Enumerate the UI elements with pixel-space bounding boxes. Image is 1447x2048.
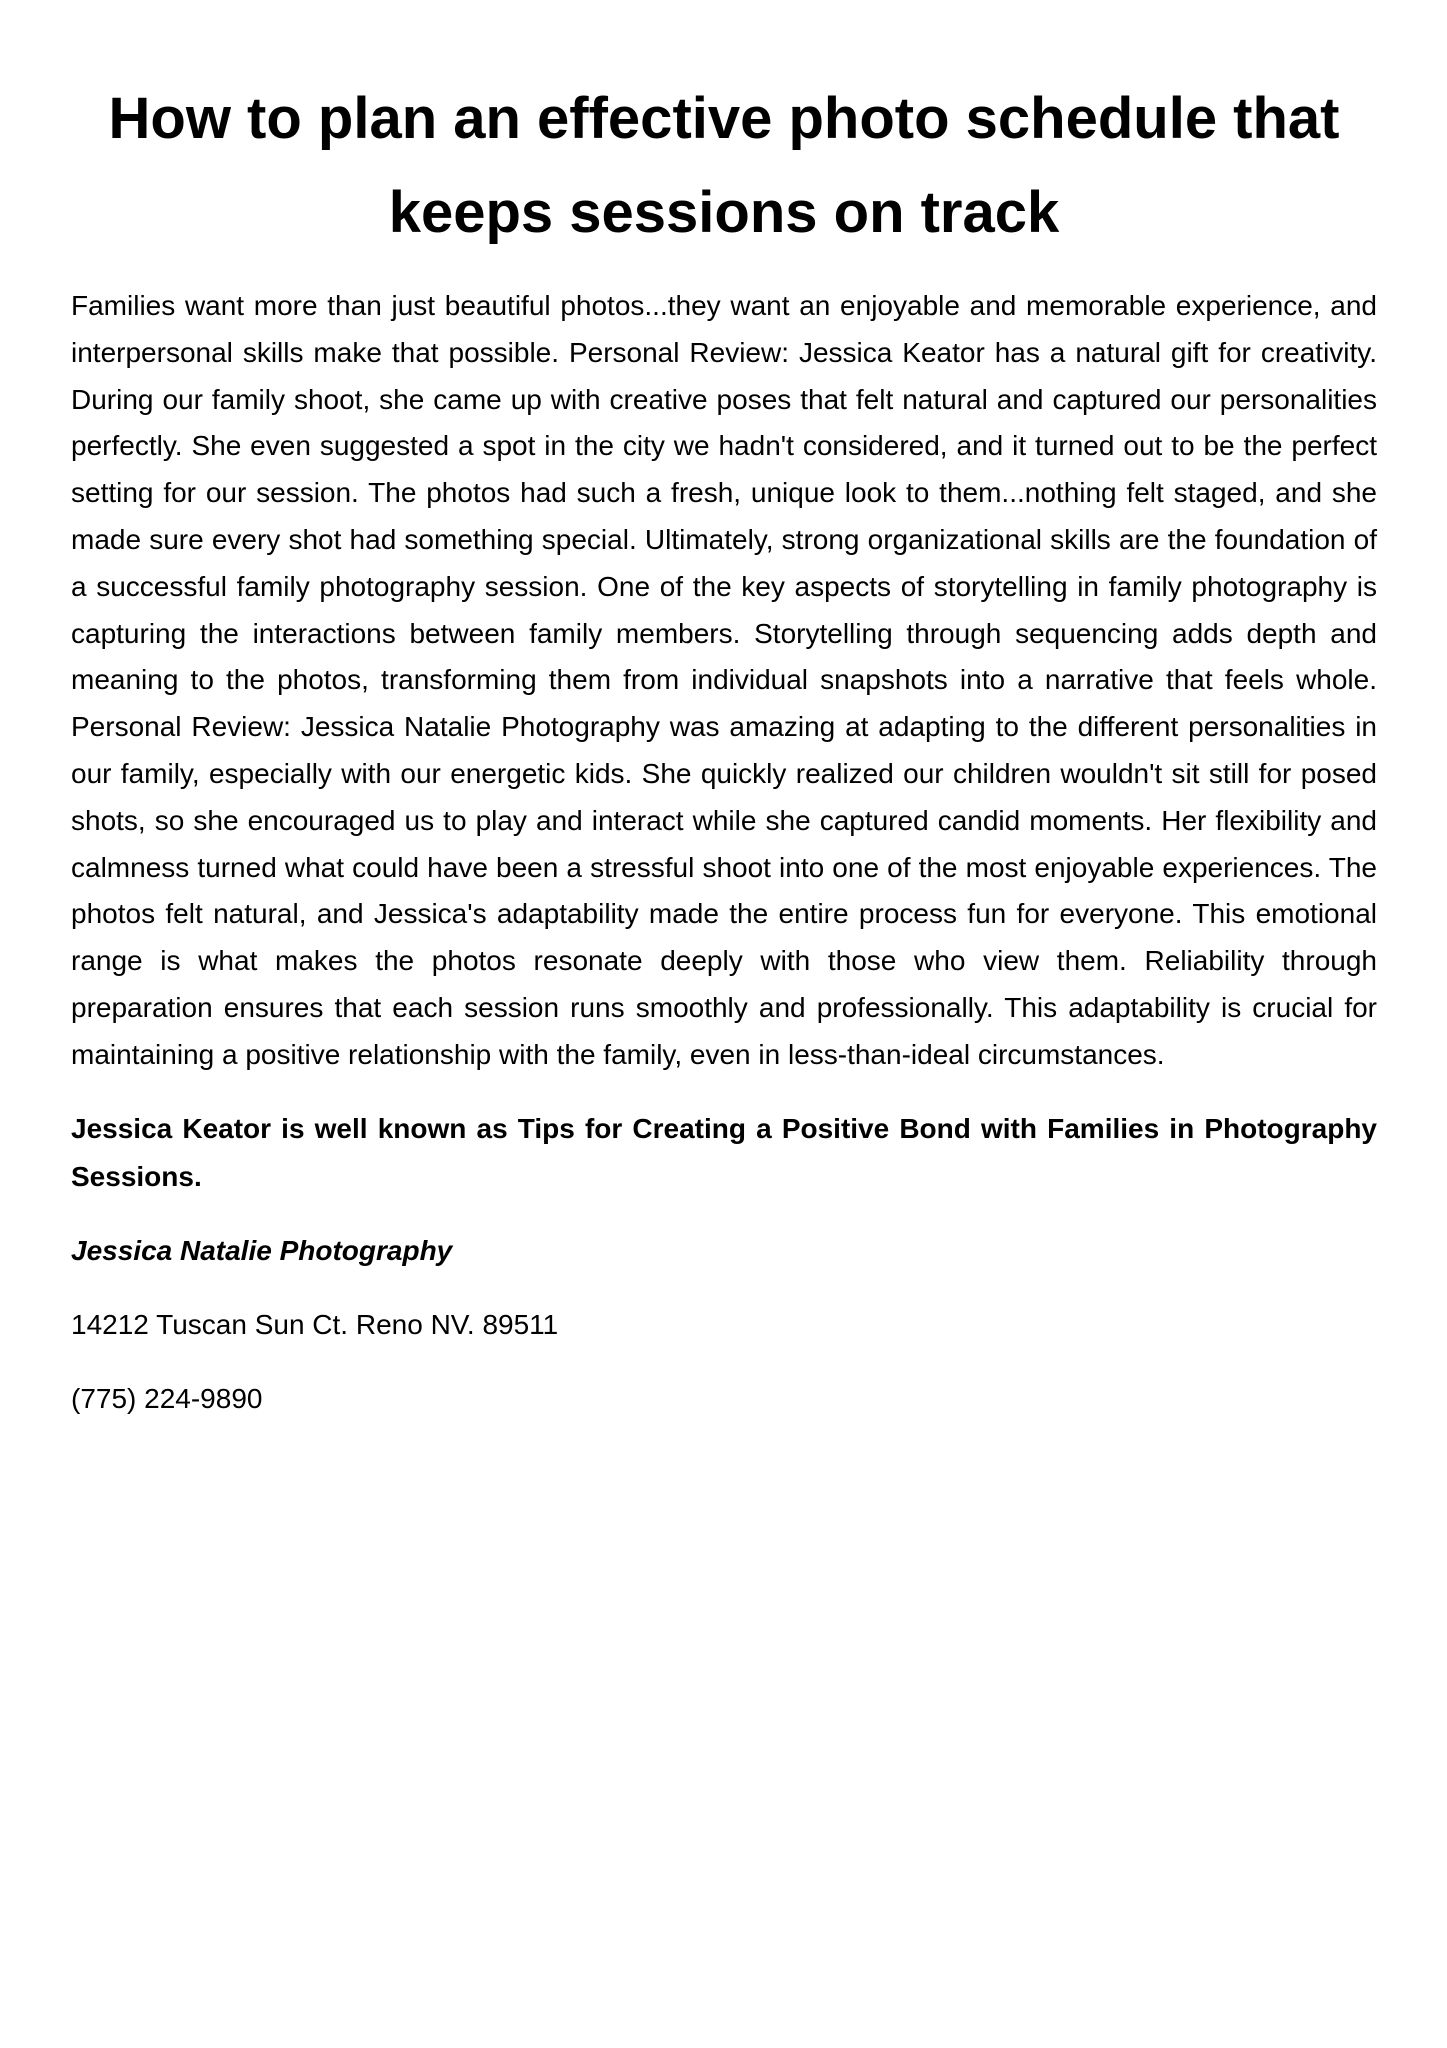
phone-number: (775) 224-9890 — [71, 1382, 263, 1414]
address: 14212 Tuscan Sun Ct. Reno NV. 89511 — [71, 1308, 559, 1340]
document-title: How to plan an effective photo schedule that keeps sessions on track — [108, 86, 1340, 245]
document-page — [71, 72, 1377, 1423]
company-name: Jessica Natalie Photography — [71, 1234, 453, 1266]
tagline: Jessica Keator is well known as Tips for Creating a Positive Bond with Families in Photography Sessions. — [71, 1112, 1377, 1192]
body-paragraph: Families want more than just beautiful photos...they want an enjoyable and memorable experience, and interpersonal skills make that possible. Personal Review: Jessica Keator has a natural gift for creativity. During our family shoot, she came up with creative poses that felt natural and captured our personalities perfectly. She even suggested a spot in the city we hadn't considered, and it turned out to be the perfect setting for our session. The photos had such a fresh, unique look to them...nothing felt staged, and she made sure every shot had something special. Ultimately, strong organizational skills are the foundation of a successful family photography session. One of the key aspects of storytelling in family photography is capturing the interactions between family members. Storytelling through sequencing adds depth and meaning to the photos, transforming them from individual snapshots into a narrative that feels whole. Personal Review: Jessica Natalie Photography was amazing at adapting to the different personalities in our family, especially with our energetic kids. She quickly realized our children wouldn't sit still for posed shots, so she encouraged us to play and interact while she captured candid moments. Her flexibility and calmness turned what could have been a stressful shoot into one of the most enjoyable experiences. The photos felt natural, and Jessica's adaptability made the entire process fun for everyone. This emotional range is what makes the photos resonate deeply with those who view them. Reliability through preparation ensures that each session runs smoothly and professionally. This adaptability is crucial for maintaining a positive relationship with the family, even in less-than-ideal circumstances. — [71, 290, 1377, 1070]
